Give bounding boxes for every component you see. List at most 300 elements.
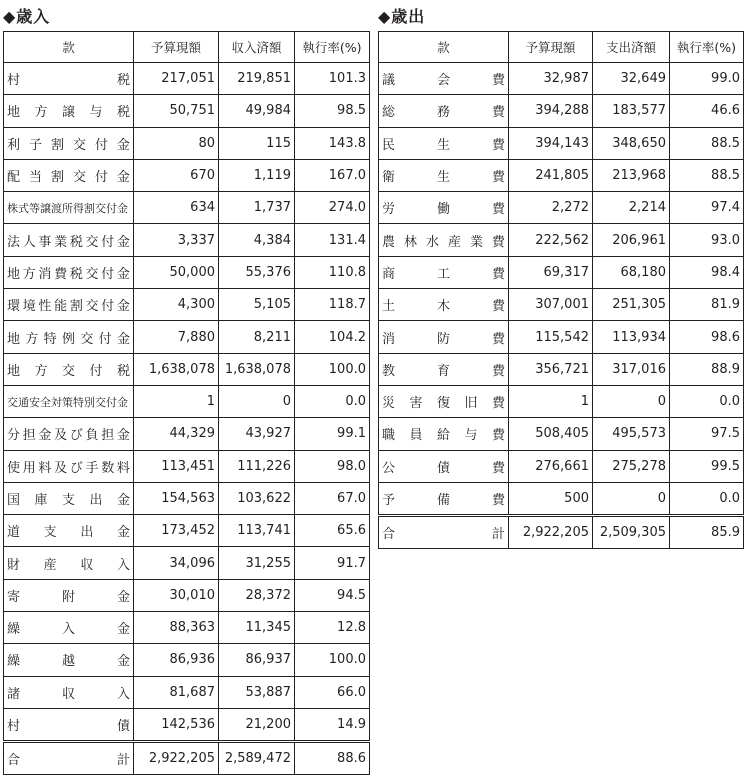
rate-cell: 98.0	[295, 450, 370, 482]
item-name-char: 法	[7, 234, 21, 250]
item-name-char: 土	[382, 299, 396, 315]
item-name-char: 境	[22, 299, 36, 315]
total-row	[4, 742, 370, 775]
rate-cell: 88.5	[670, 127, 744, 159]
rate-cell: 99.5	[670, 450, 744, 482]
item-name	[379, 224, 509, 256]
actual-cell: 0	[593, 482, 670, 515]
actual-cell: 1,737	[219, 192, 295, 224]
rate-cell: 97.5	[670, 418, 744, 450]
header-actual: 収入済額	[219, 32, 295, 63]
item-name-char: 金	[116, 589, 130, 605]
item-name-char: 地	[7, 105, 21, 121]
item-name-char: 付	[101, 299, 115, 315]
table-row	[379, 450, 744, 482]
item-name-text	[7, 521, 130, 540]
table-row	[4, 95, 370, 127]
item-name-char: 消	[382, 331, 396, 347]
total-row	[379, 516, 744, 549]
budget-cell: 80	[134, 127, 219, 159]
item-name-char: 交	[85, 234, 99, 250]
actual-cell: 251,305	[593, 289, 670, 321]
item-name-char: 当	[28, 170, 42, 186]
item-name	[4, 644, 134, 676]
actual-cell: 0	[219, 385, 295, 417]
actual-cell: 2,214	[593, 192, 670, 224]
item-name-char: 交	[85, 299, 99, 315]
item-name-char: 税	[116, 105, 130, 121]
table-row	[4, 418, 370, 450]
item-name-char: 債	[116, 719, 130, 735]
budget-cell: 30,010	[134, 579, 219, 611]
item-name-text	[7, 328, 130, 347]
item-name-text	[382, 166, 505, 185]
budget-cell: 173,452	[134, 515, 219, 547]
item-name-char: 越	[61, 654, 75, 670]
item-name-char: 譲	[61, 105, 75, 121]
budget-cell: 7,880	[134, 321, 219, 353]
item-name-char: 分	[7, 428, 21, 444]
item-name-char: 方	[25, 331, 39, 347]
item-name-char: 付	[101, 266, 115, 282]
table-row	[4, 547, 370, 579]
rate-cell: 46.6	[670, 95, 744, 127]
item-name-char: 労	[382, 202, 396, 218]
item-name-char: 附	[61, 589, 75, 605]
item-name	[379, 385, 509, 417]
item-name-char: 配	[7, 170, 21, 186]
item-name-char: 産	[43, 557, 57, 573]
item-name-char: 方	[34, 105, 48, 121]
item-name-text	[382, 328, 505, 347]
item-name-char: 商	[382, 266, 396, 282]
rate-cell: 104.2	[295, 321, 370, 353]
item-name	[4, 450, 134, 482]
item-name-char: 害	[409, 396, 423, 412]
table-row	[379, 385, 744, 417]
item-name-text	[7, 586, 130, 605]
rate-cell: 118.7	[295, 289, 370, 321]
item-name-char: 財	[7, 557, 21, 573]
item-name-char: 計	[491, 527, 505, 543]
item-name-char: 子	[28, 137, 42, 153]
table-row	[4, 353, 370, 385]
budget-cell: 2,272	[509, 192, 593, 224]
item-name-char: 金	[116, 331, 130, 347]
rate-cell: 81.9	[670, 289, 744, 321]
item-name-char: 費	[491, 137, 505, 153]
budget-cell: 1,638,078	[134, 353, 219, 385]
table-row	[4, 644, 370, 676]
actual-cell: 55,376	[219, 256, 295, 288]
item-name-text	[382, 134, 505, 153]
item-name-char: 及	[54, 428, 68, 444]
actual-cell: 317,016	[593, 353, 670, 385]
budget-cell: 32,987	[509, 63, 593, 95]
item-name-char: 担	[101, 428, 115, 444]
item-name-char: 農	[382, 234, 396, 250]
item-name-char: 金	[116, 137, 130, 153]
actual-cell: 32,649	[593, 63, 670, 95]
actual-cell: 86,937	[219, 644, 295, 676]
actual-cell: 28,372	[219, 579, 295, 611]
item-name-char: 庫	[34, 493, 48, 508]
item-name-char: 出	[80, 525, 94, 541]
item-name-text	[7, 134, 130, 153]
item-name	[379, 159, 509, 191]
expenditure-table	[378, 31, 744, 549]
item-name-char: 地	[7, 266, 21, 282]
budget-cell: 241,805	[509, 159, 593, 191]
budget-cell: 307,001	[509, 289, 593, 321]
actual-cell: 53,887	[219, 676, 295, 708]
item-name-text	[382, 101, 505, 120]
table-row	[4, 256, 370, 288]
item-name-text	[382, 457, 505, 476]
budget-cell: 3,337	[134, 224, 219, 256]
item-name-char: 費	[491, 105, 505, 121]
item-name-char: 働	[436, 202, 450, 218]
table-row	[4, 159, 370, 191]
item-name	[4, 612, 134, 644]
item-name-char: 合	[382, 527, 396, 543]
item-name-char: 割	[50, 137, 64, 153]
item-name-char: 会	[436, 73, 450, 89]
item-name-char: 諸	[7, 686, 21, 702]
table-row	[4, 482, 370, 514]
budget-cell: 217,051	[134, 63, 219, 95]
budget-cell: 4,300	[134, 289, 219, 321]
item-name-char: 公	[382, 460, 396, 476]
item-name-char: 付	[89, 363, 103, 379]
actual-cell: 1,638,078	[219, 353, 295, 385]
item-name-char: 費	[54, 266, 68, 282]
expenditure-title: ◆歳出	[378, 7, 426, 26]
actual-cell: 21,200	[219, 708, 295, 741]
budget-cell: 2,922,205	[509, 516, 593, 549]
item-name-char: 林	[403, 234, 417, 250]
budget-cell: 34,096	[134, 547, 219, 579]
item-name-char: 税	[69, 266, 83, 282]
table-row	[4, 450, 370, 482]
item-name-char: 予	[382, 493, 396, 508]
item-name-char: 費	[491, 428, 505, 444]
item-name-text	[382, 231, 505, 250]
item-name	[379, 353, 509, 385]
item-name-char: 方	[34, 363, 48, 379]
table-row	[379, 482, 744, 515]
item-name-char: 水	[425, 234, 439, 250]
item-name-text	[382, 263, 505, 282]
rate-cell: 65.6	[295, 515, 370, 547]
item-name-text	[382, 489, 505, 508]
item-name-char: 入	[61, 622, 75, 638]
header-actual: 支出済額	[593, 32, 670, 63]
item-name-text	[7, 295, 130, 314]
rate-cell: 100.0	[295, 353, 370, 385]
item-name	[4, 418, 134, 450]
item-name-text: 株式等譲渡所得割交付金	[7, 201, 128, 215]
actual-cell: 2,509,305	[593, 516, 670, 549]
actual-cell: 113,741	[219, 515, 295, 547]
table-row	[379, 127, 744, 159]
item-name-char: 付	[101, 234, 115, 250]
item-name-text	[7, 457, 130, 476]
item-name-char: 能	[54, 299, 68, 315]
item-name-char: 環	[7, 299, 21, 315]
actual-cell: 2,589,472	[219, 742, 295, 775]
actual-cell: 115	[219, 127, 295, 159]
rate-cell: 66.0	[295, 676, 370, 708]
item-name-text	[382, 392, 505, 411]
budget-cell: 44,329	[134, 418, 219, 450]
budget-cell: 50,751	[134, 95, 219, 127]
item-name-char: 付	[94, 170, 108, 186]
item-name-text	[7, 360, 130, 379]
rate-cell: 99.0	[670, 63, 744, 95]
rate-cell: 99.1	[295, 418, 370, 450]
actual-cell: 213,968	[593, 159, 670, 191]
item-name-char: 収	[80, 557, 94, 573]
item-name	[379, 321, 509, 353]
item-name-char: 例	[61, 331, 75, 347]
item-name-text	[382, 295, 505, 314]
header-item: 款	[379, 32, 509, 63]
item-name-char: 金	[116, 525, 130, 541]
item-name	[4, 708, 134, 741]
item-name-char: 担	[22, 428, 36, 444]
item-name-char: 支	[61, 493, 75, 508]
budget-cell: 154,563	[134, 482, 219, 514]
actual-cell: 68,180	[593, 256, 670, 288]
budget-cell: 276,661	[509, 450, 593, 482]
item-name-char: 数	[101, 460, 115, 476]
item-name	[379, 289, 509, 321]
rate-cell: 88.9	[670, 353, 744, 385]
item-name-char: 費	[491, 493, 505, 508]
item-name-text	[7, 489, 130, 508]
item-name-char: 割	[69, 299, 83, 315]
item-name-char: 税	[116, 73, 130, 89]
item-name	[379, 127, 509, 159]
rate-cell: 0.0	[670, 482, 744, 515]
item-name-char: 費	[491, 363, 505, 379]
item-name-char: 民	[382, 137, 396, 153]
item-name-char: 費	[491, 299, 505, 315]
rate-cell: 98.6	[670, 321, 744, 353]
table-row	[379, 418, 744, 450]
budget-cell: 634	[134, 192, 219, 224]
actual-cell: 103,622	[219, 482, 295, 514]
item-name-char: 費	[491, 234, 505, 250]
rate-cell: 88.5	[670, 159, 744, 191]
item-name-char: 業	[54, 234, 68, 250]
rate-cell: 85.9	[670, 516, 744, 549]
budget-cell: 394,288	[509, 95, 593, 127]
item-name-char: 入	[116, 686, 130, 702]
header-item: 款	[4, 32, 134, 63]
item-name-text	[7, 650, 130, 669]
item-name-char: 負	[85, 428, 99, 444]
item-name-char: 給	[436, 428, 450, 444]
item-name-char: 付	[98, 331, 112, 347]
rate-cell: 98.4	[670, 256, 744, 288]
item-name-char: 使	[7, 460, 21, 476]
table-row	[4, 321, 370, 353]
item-name	[4, 515, 134, 547]
budget-cell: 508,405	[509, 418, 593, 450]
item-name-text	[7, 683, 130, 702]
item-name-text	[7, 749, 130, 768]
item-name-char: 金	[116, 170, 130, 186]
item-name	[4, 192, 134, 224]
rate-cell: 100.0	[295, 644, 370, 676]
budget-cell: 500	[509, 482, 593, 515]
item-name-char: 職	[382, 428, 396, 444]
item-name-text	[7, 715, 130, 734]
item-name-char: 総	[382, 105, 396, 121]
item-name-char: 方	[22, 266, 36, 282]
item-name-text	[382, 523, 505, 542]
item-name	[4, 353, 134, 385]
item-name	[379, 482, 509, 515]
item-name-char: 金	[116, 493, 130, 508]
item-name-char: 人	[22, 234, 36, 250]
item-name-char: 合	[7, 753, 21, 769]
actual-cell: 8,211	[219, 321, 295, 353]
budget-cell: 2,922,205	[134, 742, 219, 775]
rate-cell: 167.0	[295, 159, 370, 191]
rate-cell: 110.8	[295, 256, 370, 288]
item-name	[4, 159, 134, 191]
item-name-char: 防	[436, 331, 450, 347]
item-name-char: 地	[7, 331, 21, 347]
budget-cell: 394,143	[509, 127, 593, 159]
item-name	[4, 224, 134, 256]
actual-cell: 111,226	[219, 450, 295, 482]
item-name-char: 交	[72, 170, 86, 186]
item-name-char: 交	[80, 331, 94, 347]
actual-cell: 113,934	[593, 321, 670, 353]
table-row	[379, 63, 744, 95]
table-row	[379, 289, 744, 321]
item-name-char: 費	[491, 331, 505, 347]
item-name-char: 与	[464, 428, 478, 444]
actual-cell: 275,278	[593, 450, 670, 482]
rate-cell: 98.5	[295, 95, 370, 127]
item-name-char: 費	[491, 202, 505, 218]
item-name	[4, 321, 134, 353]
item-name-char: 務	[436, 105, 450, 121]
table-row	[379, 321, 744, 353]
rate-cell: 91.7	[295, 547, 370, 579]
budget-cell: 142,536	[134, 708, 219, 741]
item-name	[379, 192, 509, 224]
rate-cell: 0.0	[670, 385, 744, 417]
item-name-text	[7, 618, 130, 637]
item-name-char: 支	[43, 525, 57, 541]
item-name-char: 入	[116, 557, 130, 573]
item-name-char: 金	[116, 428, 130, 444]
item-name	[379, 95, 509, 127]
item-name	[4, 547, 134, 579]
budget-cell: 69,317	[509, 256, 593, 288]
item-name-char: 特	[43, 331, 57, 347]
revenue-table	[3, 31, 370, 775]
item-name-char: 業	[469, 234, 483, 250]
item-name-char: 料	[38, 460, 52, 476]
item-name	[379, 63, 509, 95]
item-name-char: 債	[436, 460, 450, 476]
item-name-char: 備	[436, 493, 450, 508]
item-name-char: 費	[491, 266, 505, 282]
item-name-char: 員	[409, 428, 423, 444]
item-name-char: 費	[491, 73, 505, 89]
item-name-char: 旧	[464, 396, 478, 412]
item-name-char: 交	[72, 137, 86, 153]
item-name-text: 交通安全対策特別交付金	[7, 395, 128, 409]
item-name	[4, 482, 134, 514]
actual-cell: 43,927	[219, 418, 295, 450]
item-name-char: 産	[447, 234, 461, 250]
rate-cell: 67.0	[295, 482, 370, 514]
item-name-char: 村	[7, 73, 21, 89]
item-name-text	[7, 554, 130, 573]
item-name-char: 金	[116, 622, 130, 638]
item-name-char: 付	[94, 137, 108, 153]
item-name-char: 出	[89, 493, 103, 508]
table-row	[4, 224, 370, 256]
table-row	[4, 708, 370, 741]
item-name-text	[382, 360, 505, 379]
item-name-text	[7, 166, 130, 185]
item-name-char: 与	[89, 105, 103, 121]
actual-cell: 11,345	[219, 612, 295, 644]
item-name-char: 事	[38, 234, 52, 250]
item-name-char: 木	[436, 299, 450, 315]
item-name-char: 金	[116, 266, 130, 282]
actual-cell: 0	[593, 385, 670, 417]
budget-cell: 86,936	[134, 644, 219, 676]
actual-cell: 5,105	[219, 289, 295, 321]
budget-cell: 81,687	[134, 676, 219, 708]
rate-cell: 0.0	[295, 385, 370, 417]
item-name-char: 金	[116, 234, 130, 250]
header-budget: 予算現額	[509, 32, 593, 63]
item-name-char: 消	[38, 266, 52, 282]
actual-cell: 348,650	[593, 127, 670, 159]
item-name-char: 地	[7, 363, 21, 379]
table-row	[379, 256, 744, 288]
item-name-char: 工	[436, 266, 450, 282]
actual-cell: 31,255	[219, 547, 295, 579]
item-name-char: 費	[491, 460, 505, 476]
budget-cell: 222,562	[509, 224, 593, 256]
rate-cell: 131.4	[295, 224, 370, 256]
header-rate: 執行率(%)	[295, 32, 370, 63]
item-name-char: 復	[436, 396, 450, 412]
item-name-char: 及	[54, 460, 68, 476]
rate-cell: 88.6	[295, 742, 370, 775]
item-name-char: 道	[7, 525, 21, 541]
item-name-char: 交	[61, 363, 75, 379]
item-name-char: 議	[382, 73, 396, 89]
actual-cell: 495,573	[593, 418, 670, 450]
item-name-char: 費	[491, 396, 505, 412]
item-name-text	[7, 263, 130, 282]
item-name	[4, 742, 134, 775]
budget-cell: 1	[509, 385, 593, 417]
